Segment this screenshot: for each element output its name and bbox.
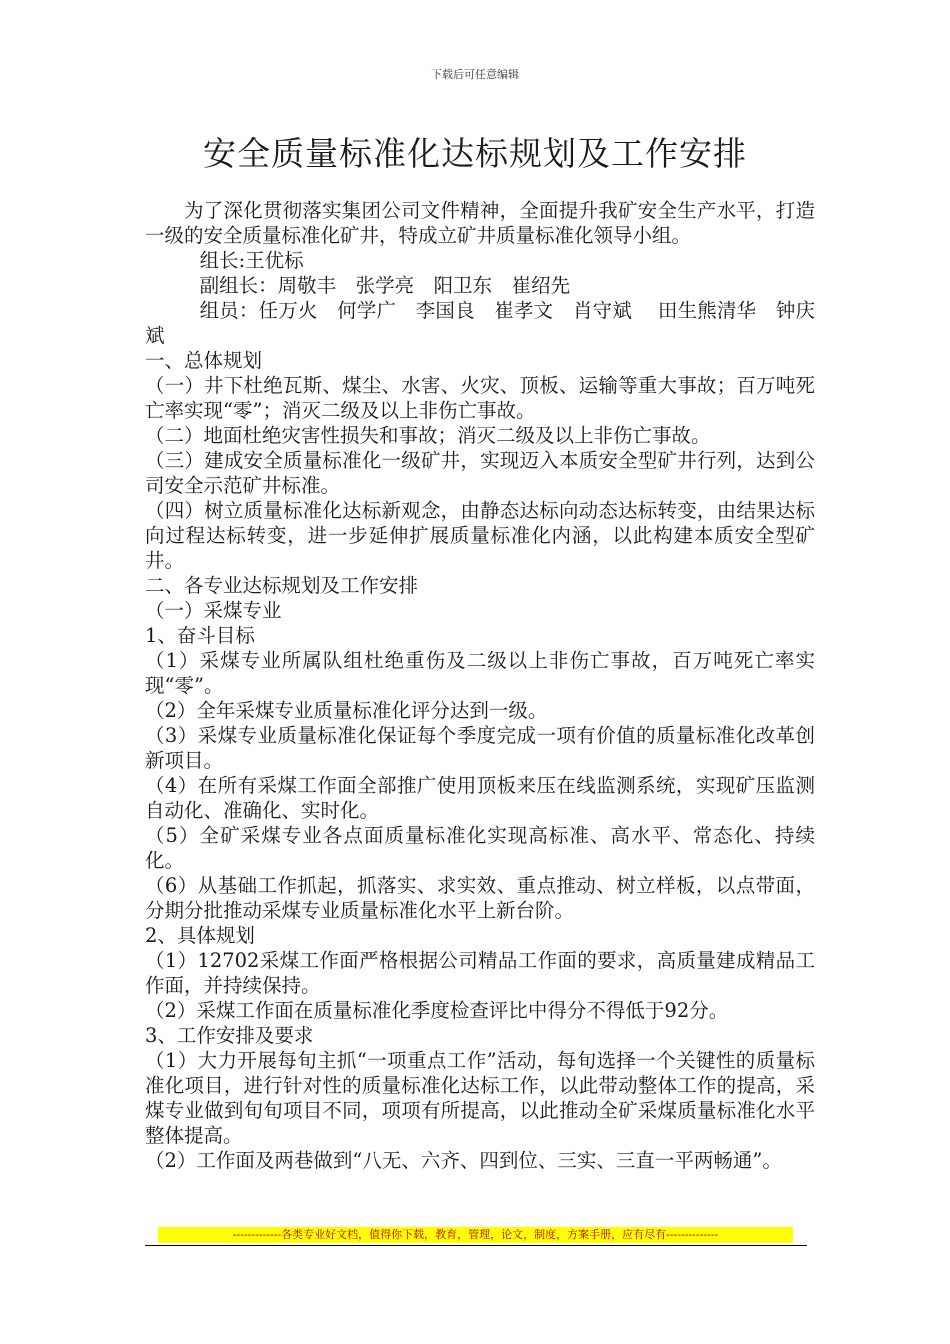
list-item: （四）树立质量标准化达标新观念，由静态达标向动态达标转变，由结果达标向过程达标转变，进一步延伸扩展质量标准化内涵，以此构建本质安全型矿井。 bbox=[145, 499, 815, 572]
subsection-heading: 3、工作安排及要求 bbox=[145, 1024, 314, 1047]
list-item: （6）从基础工作抓起，抓落实、求实效、重点推动、树立样板，以点带面，分期分批推动采煤专业质量标准化水平上新台阶。 bbox=[145, 874, 815, 922]
list-item: （1）采煤专业所属队组杜绝重伤及二级以上非伤亡事故，百万吨死亡率实现“零”。 bbox=[145, 649, 815, 697]
list-item: （1）大力开展每旬主抓“一项重点工作”活动，每旬选择一个关键性的质量标准化项目，进行针对性的质量标准化达标工作，以此带动整体工作的提高，采煤专业做到旬旬项目不同，项项有所提高，以此推动全矿采煤质量标准化水平整体提高。 bbox=[145, 1049, 815, 1147]
list-item: （2）工作面及两巷做到“八无、六齐、四到位、三实、三直一平两畅通”。 bbox=[145, 1149, 782, 1172]
group-leader-line: 组长:王优标 bbox=[199, 249, 304, 272]
section-heading: 一、总体规划 bbox=[145, 349, 263, 372]
list-item: （二）地面杜绝灾害性损失和事故；消灭二级及以上非伤亡事故。 bbox=[145, 424, 711, 447]
subsection-heading: 2、具体规划 bbox=[145, 924, 255, 947]
list-item: （3）采煤专业质量标准化保证每个季度完成一项有价值的质量标准化改革创新项目。 bbox=[145, 724, 815, 772]
intro-paragraph: 为了深化贯彻落实集团公司文件精神，全面提升我矿安全生产水平，打造一级的安全质量标准化矿井，特成立矿井质量标准化领导小组。 bbox=[145, 199, 815, 247]
footer-banner: -------------各类专业好文档，值得你下载，教育，管理，论文，制度，方案手册，应有尽有-------------- bbox=[158, 1227, 793, 1243]
deputy-leader-line: 副组长：周敬丰 张学亮 阳卫东 崔绍先 bbox=[199, 274, 571, 297]
list-item: （2）全年采煤专业质量标准化评分达到一级。 bbox=[145, 699, 548, 722]
list-item: （一）井下杜绝瓦斯、煤尘、水害、火灾、顶板、运输等重大事故；百万吨死亡率实现“零”；消灭二级及以上非伤亡事故。 bbox=[145, 374, 815, 422]
list-item: （三）建成安全质量标准化一级矿井，实现迈入本质安全型矿井行列，达到公司安全示范矿井标准。 bbox=[145, 449, 815, 497]
document-body bbox=[145, 198, 815, 1173]
section-heading: 二、各专业达标规划及工作安排 bbox=[145, 574, 419, 597]
members-line: 组员：任万火 何学广 李国良 崔孝文 肖守斌 田生熊清华 钟庆斌 bbox=[145, 299, 815, 347]
list-item: （1）12702采煤工作面严格根据公司精品工作面的要求，高质量建成精品工作面，并持续保持。 bbox=[145, 949, 815, 997]
footer-divider bbox=[145, 1245, 807, 1246]
document-title: 安全质量标准化达标规划及工作安排 bbox=[203, 134, 747, 173]
subsection-heading: （一）采煤专业 bbox=[145, 599, 282, 622]
list-item: （5）全矿采煤专业各点面质量标准化实现高标准、高水平、常态化、持续化。 bbox=[145, 824, 815, 872]
list-item: （4）在所有采煤工作面全部推广使用顶板来压在线监测系统，实现矿压监测自动化、准确化、实时化。 bbox=[145, 774, 815, 822]
list-item: （2）采煤工作面在质量标准化季度检查评比中得分不得低于92分。 bbox=[145, 999, 729, 1022]
subsection-heading: 1、奋斗目标 bbox=[145, 624, 255, 647]
page-header: 下载后可任意编辑 bbox=[431, 68, 519, 81]
